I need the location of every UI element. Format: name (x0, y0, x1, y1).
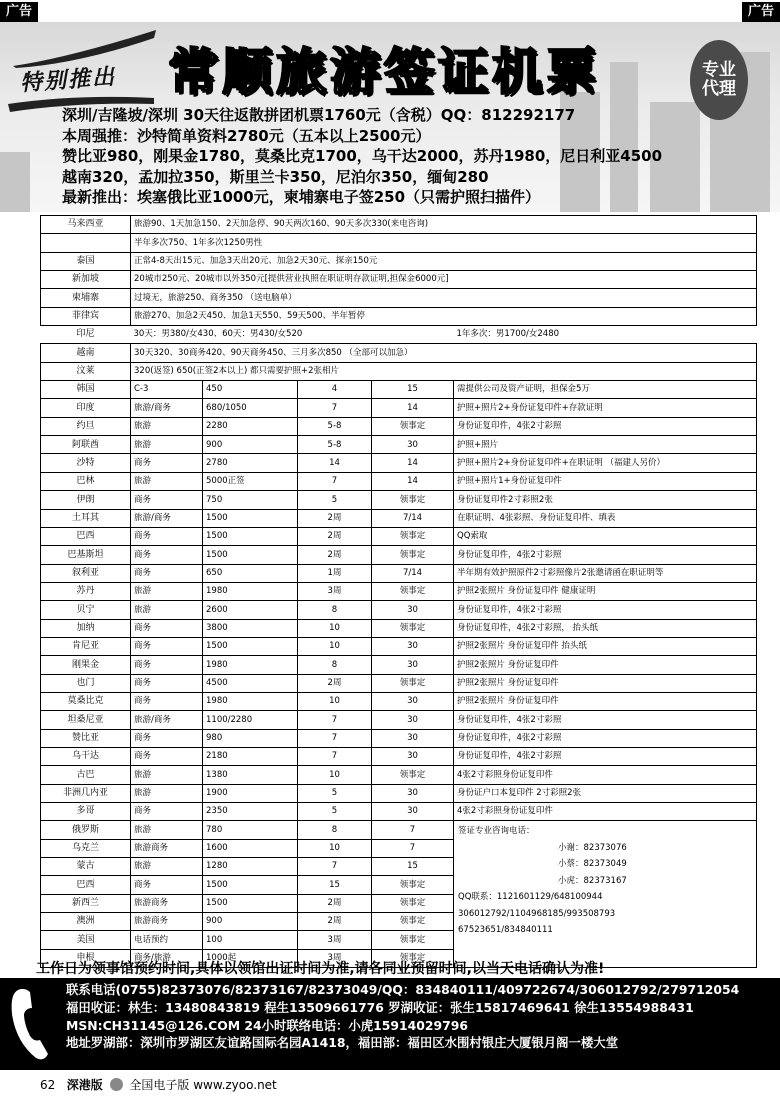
table-row (41, 803, 757, 821)
country-cell: 非洲几内亚 (41, 784, 131, 802)
table-row (41, 234, 757, 252)
price-cell: 1900 (203, 784, 298, 802)
table-row (41, 821, 757, 839)
type-cell: 旅游/商务 (131, 399, 203, 417)
country-cell: 澳洲 (41, 913, 131, 931)
type-cell: 商务 (131, 491, 203, 509)
price-cell: 1980 (203, 656, 298, 674)
price-cell: 2180 (203, 747, 298, 765)
country-cell (41, 234, 131, 252)
time-cell: 7 (372, 839, 454, 857)
price-cell: 1100/2280 (203, 711, 298, 729)
time-cell: 领事定 (372, 417, 454, 435)
country-cell: 柬埔寨 (41, 289, 131, 307)
seal-badge: 专业 代理 (690, 40, 748, 120)
days-cell: 10 (298, 766, 372, 784)
info-cell: 1年多次：男1700/女2480 (456, 329, 560, 340)
table-row (41, 619, 757, 637)
type-cell: 商务 (131, 876, 203, 894)
type-cell: 旅游 (131, 858, 203, 876)
time-cell: 30 (372, 747, 454, 765)
days-cell: 2周 (298, 509, 372, 527)
info-cell: 30天：男380/女430、60天：男430/女520 (133, 329, 303, 340)
days-cell: 2周 (298, 674, 372, 692)
days-cell: 15 (298, 876, 372, 894)
days-cell: 5-8 (298, 436, 372, 454)
country-cell: 古巴 (41, 766, 131, 784)
country-cell: 贝宁 (41, 601, 131, 619)
info-cell: 正常4-8天出15元、加急3天出20元、加急2天30元、探亲150元 (131, 252, 757, 270)
price-cell: 1500 (203, 546, 298, 564)
time-cell: 30 (372, 692, 454, 710)
requirements-cell: 护照2张照片 身份证复印件 健康证明 (454, 582, 757, 600)
price-cell: 1980 (203, 692, 298, 710)
table-row (41, 766, 757, 784)
contact-heading: 签证专业咨询电话： (458, 826, 535, 837)
time-cell: 领事定 (372, 491, 454, 509)
type-cell: 旅游 (131, 472, 203, 490)
type-cell: 旅游 (131, 417, 203, 435)
type-cell: 商务 (131, 564, 203, 582)
days-cell: 7 (298, 858, 372, 876)
country-cell: 巴基斯坦 (41, 546, 131, 564)
country-cell: 马来西亚 (41, 216, 131, 234)
requirements-cell: 护照2张照片 身份证复印件 抬头纸 (454, 637, 757, 655)
type-cell: 商务 (131, 454, 203, 472)
time-cell: 30 (372, 784, 454, 802)
special-offer-label: 特别推出 (19, 63, 117, 97)
table-row (41, 637, 757, 655)
country-cell: 莫桑比克 (41, 692, 131, 710)
table-row (41, 674, 757, 692)
table-row (41, 271, 757, 289)
days-cell: 5 (298, 491, 372, 509)
requirements-cell: 护照+照片2+身份证复印件+在职证明 （福建人另价） (454, 454, 757, 472)
price-cell: 1500 (203, 876, 298, 894)
contact-qq: QQ联系：1121601129/648100944 (458, 892, 603, 903)
footer-line: 福田收证：林生：13480843819 程生13509661776 罗湖收证：张生15817469641 徐生13554988431 (66, 999, 694, 1015)
country-cell: 赞比亚 (41, 729, 131, 747)
edition-label: 深港版 (66, 1078, 103, 1092)
header-banner (0, 22, 780, 212)
requirements-cell: 在职证明、4张彩照、身份证复印件、填表 (454, 509, 757, 527)
price-cell: 2280 (203, 417, 298, 435)
table-row (41, 564, 757, 582)
table-row (41, 436, 757, 454)
headline: 赞比亚980，刚果金1780，莫桑比克1700，乌干达2000，苏丹1980，尼日利亚4500 (62, 147, 663, 165)
country-cell: 约旦 (41, 417, 131, 435)
table-row (41, 509, 757, 527)
table-row (41, 656, 757, 674)
time-cell: 30 (372, 601, 454, 619)
requirements-cell: 4张2寸彩照身份证复印件 (454, 803, 757, 821)
requirements-cell: 护照+照片 (454, 436, 757, 454)
country-cell: 多哥 (41, 803, 131, 821)
days-cell: 10 (298, 839, 372, 857)
time-cell: 15 (372, 858, 454, 876)
time-cell: 7 (372, 821, 454, 839)
table-row (41, 362, 757, 380)
type-cell: 旅游 (131, 766, 203, 784)
requirements-cell: 身份证复印件，4张2寸彩照 (454, 711, 757, 729)
time-cell: 领事定 (372, 949, 454, 967)
time-cell: 领事定 (372, 894, 454, 912)
type-cell: 旅游商务 (131, 913, 203, 931)
page-footer (40, 1076, 277, 1093)
headline: 深圳/吉隆坡/深圳 30天往返散拼团机票1760元（含税）QQ：812292177 (62, 106, 576, 124)
requirements-cell: 护照+照片2+身份证复印件+存款证明 (454, 399, 757, 417)
price-cell: 650 (203, 564, 298, 582)
type-cell: 旅游 (131, 582, 203, 600)
days-cell: 7 (298, 711, 372, 729)
type-cell: C-3 (131, 381, 203, 399)
headline: 本周强推：沙特简单资料2780元（五本以上2500元） (62, 126, 431, 145)
info-cell: 半年多次750、1年多次1250男性 (131, 234, 757, 252)
requirements-cell: 护照2张照片 身份证复印件 (454, 692, 757, 710)
table-row (41, 527, 757, 545)
time-cell: 30 (372, 711, 454, 729)
country-cell: 沙特 (41, 454, 131, 472)
days-cell: 7 (298, 729, 372, 747)
country-cell: 新加坡 (41, 271, 131, 289)
table-row (41, 711, 757, 729)
country-cell: 刚果金 (41, 656, 131, 674)
requirements-cell: 身份证复印件，4张2寸彩照 (454, 417, 757, 435)
type-cell: 商务 (131, 546, 203, 564)
country-cell: 叙利亚 (41, 564, 131, 582)
price-cell: 5000正签 (203, 472, 298, 490)
headline: 越南320，孟加拉350，斯里兰卡350，尼泊尔350，缅甸280 (62, 167, 489, 186)
price-cell: 1600 (203, 839, 298, 857)
price-cell: 980 (203, 729, 298, 747)
time-cell: 7/14 (372, 509, 454, 527)
price-cell: 1280 (203, 858, 298, 876)
days-cell: 10 (298, 619, 372, 637)
table-row (41, 784, 757, 802)
days-cell: 2周 (298, 527, 372, 545)
days-cell: 10 (298, 637, 372, 655)
requirements-cell: 4张2寸彩照身份证复印件 (454, 766, 757, 784)
days-cell: 5 (298, 803, 372, 821)
table-row (41, 601, 757, 619)
phone-icon (6, 984, 56, 1064)
time-cell: 30 (372, 729, 454, 747)
price-cell: 780 (203, 821, 298, 839)
requirements-cell: 身份证复印件，4张2寸彩照 (454, 747, 757, 765)
days-cell: 7 (298, 472, 372, 490)
country-cell: 乌克兰 (41, 839, 131, 857)
price-cell: 4500 (203, 674, 298, 692)
promo-headlines (62, 105, 762, 208)
days-cell: 4 (298, 381, 372, 399)
type-cell: 旅游/商务 (131, 509, 203, 527)
time-cell: 领事定 (372, 674, 454, 692)
notice-text: 工作日为领事馆预约时间,具体以领馆出证时间为准,请各同业预留时间,以当天电话确认为准! (36, 961, 605, 977)
country-cell: 加纳 (41, 619, 131, 637)
days-cell: 8 (298, 821, 372, 839)
price-cell: 900 (203, 913, 298, 931)
info-cell: 旅游90、1天加急150、2天加急停、90天两次160、90天多次330(来电咨询) (131, 216, 757, 234)
type-cell: 旅游 (131, 784, 203, 802)
table-row (41, 344, 757, 362)
contact-phone: 小蔡：82373049 (558, 859, 627, 870)
type-cell: 旅游/商务 (131, 711, 203, 729)
country-cell: 印度 (41, 399, 131, 417)
requirements-cell: 护照2张照片 身份证复印件 (454, 674, 757, 692)
price-cell: 750 (203, 491, 298, 509)
country-cell: 也门 (41, 674, 131, 692)
country-cell: 菲律宾 (41, 307, 131, 325)
table-row (41, 692, 757, 710)
info-cell: 320(返签) 650(正签2本以上) 都只需要护照+2张相片 (131, 362, 757, 380)
country-cell: 乌干达 (41, 747, 131, 765)
requirements-cell: 护照+照片1+身份证复印件 (454, 472, 757, 490)
table-row (41, 289, 757, 307)
requirements-cell: 身份证复印件，4张2寸彩照 (454, 601, 757, 619)
type-cell: 旅游 (131, 821, 203, 839)
country-cell: 越南 (41, 344, 131, 362)
time-cell: 领事定 (372, 527, 454, 545)
days-cell: 2周 (298, 546, 372, 564)
contact-qq: 67523651/834840111 (458, 925, 553, 936)
time-cell: 14 (372, 454, 454, 472)
table-row (41, 454, 757, 472)
table-row (41, 729, 757, 747)
visa-price-table (40, 215, 756, 968)
table-row (41, 307, 757, 325)
country-cell: 土耳其 (41, 509, 131, 527)
days-cell: 2周 (298, 913, 372, 931)
info-cell: 20城市250元、20城市以外350元[提供营业执照在职证明存款证明,担保金6000元] (131, 271, 757, 289)
time-cell: 领事定 (372, 582, 454, 600)
time-cell: 15 (372, 381, 454, 399)
type-cell: 商务 (131, 637, 203, 655)
table-row (41, 399, 757, 417)
time-cell: 30 (372, 803, 454, 821)
country-cell: 泰国 (41, 252, 131, 270)
table-row (41, 546, 757, 564)
time-cell: 14 (372, 399, 454, 417)
table-row (41, 472, 757, 490)
price-cell: 1380 (203, 766, 298, 784)
table-row (41, 252, 757, 270)
price-cell: 2780 (203, 454, 298, 472)
type-cell: 商务 (131, 692, 203, 710)
requirements-cell: 身份证复印件2寸彩照2张 (454, 491, 757, 509)
days-cell: 14 (298, 454, 372, 472)
contact-phone: 小虎：82373167 (558, 875, 627, 886)
info-cell: 旅游270、加急2天450、加急1天550、59天500、半年暂停 (131, 307, 757, 325)
country-cell: 申根 (41, 949, 131, 967)
requirements-cell: 身份证户口本复印件 2寸彩照2张 (454, 784, 757, 802)
contact-qq: 306012792/1104968185/993508793 (458, 908, 616, 919)
footer-line: 地址罗湖部：深圳市罗湖区友谊路国际名园A1418，福田部：福田区水围村银庄大厦银月阁一楼大堂 (66, 1035, 619, 1051)
country-cell: 苏丹 (41, 582, 131, 600)
country-cell: 巴西 (41, 527, 131, 545)
price-cell: 100 (203, 931, 298, 949)
requirements-cell: 身份证复印件，4张2寸彩照 (454, 546, 757, 564)
price-cell: 2600 (203, 601, 298, 619)
table-row (41, 326, 757, 344)
days-cell: 5-8 (298, 417, 372, 435)
type-cell: 商务 (131, 527, 203, 545)
headline: 最新推出：埃塞俄比亚1000元，柬埔寨电子签250（只需护照扫描件） (62, 188, 541, 206)
price-cell: 1980 (203, 582, 298, 600)
type-cell: 电话预约 (131, 931, 203, 949)
days-cell: 3周 (298, 931, 372, 949)
table-row (41, 381, 757, 399)
price-cell: 1500 (203, 894, 298, 912)
table-row (41, 216, 757, 234)
footer-line: MSN:CH31145@126.COM 24小时联络电话：小虎15914029796 (66, 1017, 468, 1033)
info-cell: 30天320、30商务420、90天商务450、三月多次850 （全部可以加急） (131, 344, 757, 362)
price-cell: 2350 (203, 803, 298, 821)
info-cell: 过境无，旅游250、商务350 （送电脑单） (131, 289, 757, 307)
country-cell: 巴林 (41, 472, 131, 490)
time-cell: 领事定 (372, 913, 454, 931)
country-cell: 阿联酋 (41, 436, 131, 454)
ad-label-left: 广告 (0, 2, 38, 22)
type-cell: 商务/旅游 (131, 949, 203, 967)
requirements-cell: 身份证复印件，4张2寸彩照， 抬头纸 (454, 619, 757, 637)
type-cell: 商务 (131, 747, 203, 765)
time-cell: 30 (372, 656, 454, 674)
time-cell: 领事定 (372, 619, 454, 637)
days-cell: 8 (298, 656, 372, 674)
time-cell: 30 (372, 637, 454, 655)
site-label: 全国电子版 www.zyoo.net (129, 1078, 277, 1092)
days-cell: 1周 (298, 564, 372, 582)
ad-label-right: 广告 (742, 2, 780, 22)
days-cell: 7 (298, 747, 372, 765)
type-cell: 商务 (131, 656, 203, 674)
days-cell: 3周 (298, 582, 372, 600)
type-cell: 商务 (131, 619, 203, 637)
table-row (41, 491, 757, 509)
time-cell: 30 (372, 436, 454, 454)
contact-footer (0, 978, 780, 1070)
time-cell: 领事定 (372, 931, 454, 949)
days-cell: 7 (298, 399, 372, 417)
days-cell: 10 (298, 692, 372, 710)
days-cell: 8 (298, 601, 372, 619)
country-cell: 韩国 (41, 381, 131, 399)
days-cell: 2周 (298, 894, 372, 912)
contact-phone: 小谢：82373076 (558, 842, 627, 853)
price-cell: 1500 (203, 509, 298, 527)
price-cell: 900 (203, 436, 298, 454)
time-cell: 领事定 (372, 876, 454, 894)
time-cell: 14 (372, 472, 454, 490)
country-cell: 巴西 (41, 876, 131, 894)
time-cell: 7/14 (372, 564, 454, 582)
agency-title: 常顺旅游签证机票 (168, 43, 600, 101)
time-cell: 领事定 (372, 546, 454, 564)
country-cell: 新西兰 (41, 894, 131, 912)
type-cell: 商务 (131, 674, 203, 692)
requirements-cell: 需提供公司及资产证明，担保金5万 (454, 381, 757, 399)
days-cell: 5 (298, 784, 372, 802)
country-cell: 俄罗斯 (41, 821, 131, 839)
page-number: 62 (40, 1078, 56, 1092)
type-cell: 商务 (131, 729, 203, 747)
country-cell: 汶莱 (41, 362, 131, 380)
time-cell: 领事定 (372, 766, 454, 784)
price-cell: 3800 (203, 619, 298, 637)
requirements-cell: QQ索取 (454, 527, 757, 545)
table-row (41, 417, 757, 435)
requirements-cell: 半年期有效护照原件2寸彩照像片2张邀请函在职证明等 (454, 564, 757, 582)
country-cell: 蒙古 (41, 858, 131, 876)
requirements-cell: 护照2张照片 身份证复印件 (454, 656, 757, 674)
type-cell: 旅游 (131, 601, 203, 619)
requirements-cell: 身份证复印件，4张2寸彩照 (454, 729, 757, 747)
type-cell: 旅游 (131, 436, 203, 454)
country-cell: 伊朗 (41, 491, 131, 509)
country-cell: 美国 (41, 931, 131, 949)
footer-line: 联系电话(0755)82373076/82373167/82373049/QQ：834840111/409722674/306012792/279712054 (66, 982, 740, 997)
price-cell: 680/1050 (203, 399, 298, 417)
price-cell: 1000起 (203, 949, 298, 967)
logo-icon (110, 1078, 123, 1091)
price-cell: 1500 (203, 527, 298, 545)
days-cell: 3周 (298, 949, 372, 967)
type-cell: 旅游商务 (131, 894, 203, 912)
country-cell: 肯尼亚 (41, 637, 131, 655)
price-cell: 1500 (203, 637, 298, 655)
table-row (41, 747, 757, 765)
country-cell: 印尼 (76, 329, 95, 340)
country-cell: 坦桑尼亚 (41, 711, 131, 729)
contact-box (454, 821, 757, 968)
type-cell: 旅游商务 (131, 839, 203, 857)
price-cell: 450 (203, 381, 298, 399)
type-cell: 商务 (131, 803, 203, 821)
table-row (41, 582, 757, 600)
